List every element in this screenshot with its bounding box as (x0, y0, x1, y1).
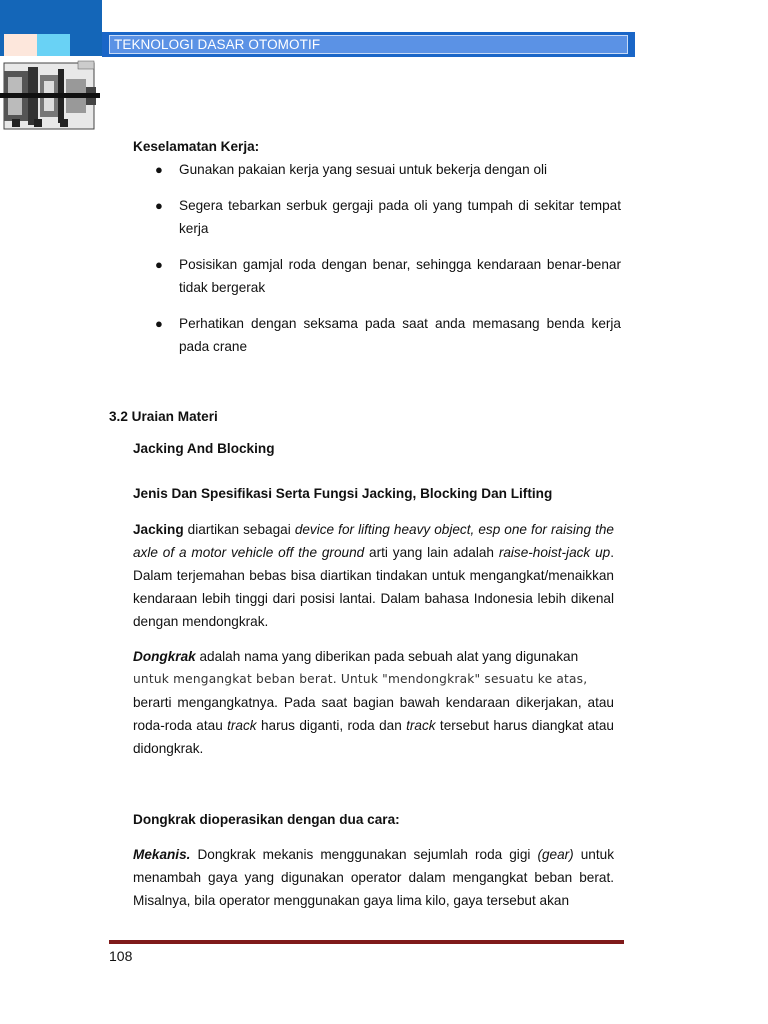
header-color-block (0, 0, 102, 34)
operation-heading: Dongkrak dioperasikan dengan dua cara: (133, 812, 400, 827)
paragraph-jacking (133, 518, 614, 633)
paragraph-dongkrak-rest (133, 691, 614, 760)
paragraph-dongkrak-line1 (133, 645, 614, 668)
text-run: untuk menambah gaya yang digunakan operator dalam mengangkat beban berat. Misalnya, bila operator menggunakan gaya lima kilo, gaya tersebut akan (133, 847, 614, 908)
safety-item-2: Segera tebarkan serbuk gergaji pada oli yang tumpah di sekitar tempat kerja (179, 198, 621, 236)
text-run: Dongkrak mekanis menggunakan sejumlah roda gigi (190, 847, 538, 862)
term-gear: (gear) (537, 847, 574, 862)
header-square-peach (4, 34, 37, 56)
page-number: 108 (109, 948, 133, 964)
term-track: track (227, 718, 257, 733)
section-sub-subtitle: Jenis Dan Spesifikasi Serta Fungsi Jacking, Blocking Dan Lifting (133, 486, 553, 501)
jacking-definition: device for lifting heavy object, esp one for raising the axle of a motor vehicle off the ground (133, 522, 614, 560)
safety-item-1: Gunakan pakaian kerja yang sesuai untuk bekerja dengan oli (179, 162, 548, 177)
safety-item-3: Posisikan gamjal roda dengan benar, sehingga kendaraan benar-benar tidak bergerak (179, 257, 621, 295)
text-run: diartikan sebagai (183, 522, 295, 537)
header-square-cyan (37, 34, 70, 56)
text-run: arti yang lain adalah (364, 545, 499, 560)
text-run: harus diganti, roda dan (256, 718, 407, 733)
term-mekanis: Mekanis. (133, 847, 191, 862)
text-run: adalah nama yang diberikan pada sebuah alat yang digunakan (195, 649, 579, 664)
text-run: . Dalam terjemahan bebas bisa diartikan tindakan untuk mengangkat/menaikkan kendaraan lebih tinggi dari posisi lantai. Dalam bahasa Indonesia lebih dikenal dengan mendongkrak. (133, 545, 614, 629)
safety-heading: Keselamatan Kerja: (133, 139, 260, 154)
jacking-alternative: raise-hoist-jack up (498, 545, 611, 560)
header-title: TEKNOLOGI DASAR OTOMOTIF (109, 35, 628, 54)
footer-rule (109, 940, 624, 944)
bullet-dot: ● (155, 316, 163, 331)
paragraph-dongkrak-line2: untuk mengangkat beban berat. Untuk "mendongkrak" sesuatu ke atas, (133, 672, 588, 686)
safety-item-4: Perhatikan dengan seksama pada saat anda memasang benda kerja pada crane (179, 316, 621, 354)
term-dongkrak: Dongkrak (133, 649, 196, 664)
text-run: tersebut harus diangkat atau didongkrak. (133, 718, 614, 756)
bullet-dot: ● (155, 198, 163, 213)
transmission-diagram-image (0, 57, 100, 135)
section-subtitle: Jacking And Blocking (133, 441, 275, 456)
paragraph-mekanis (133, 843, 614, 912)
header-square-blue (70, 34, 102, 56)
bullet-dot: ● (155, 162, 163, 177)
text-run: berarti mengangkatnya. Pada saat bagian bawah kendaraan dikerjakan, atau roda-roda atau (133, 695, 614, 733)
term-track: track (406, 718, 436, 733)
header-title-bar (102, 32, 635, 57)
bullet-dot: ● (155, 257, 163, 272)
term-jacking: Jacking (133, 522, 184, 537)
section-title: 3.2 Uraian Materi (109, 409, 218, 424)
